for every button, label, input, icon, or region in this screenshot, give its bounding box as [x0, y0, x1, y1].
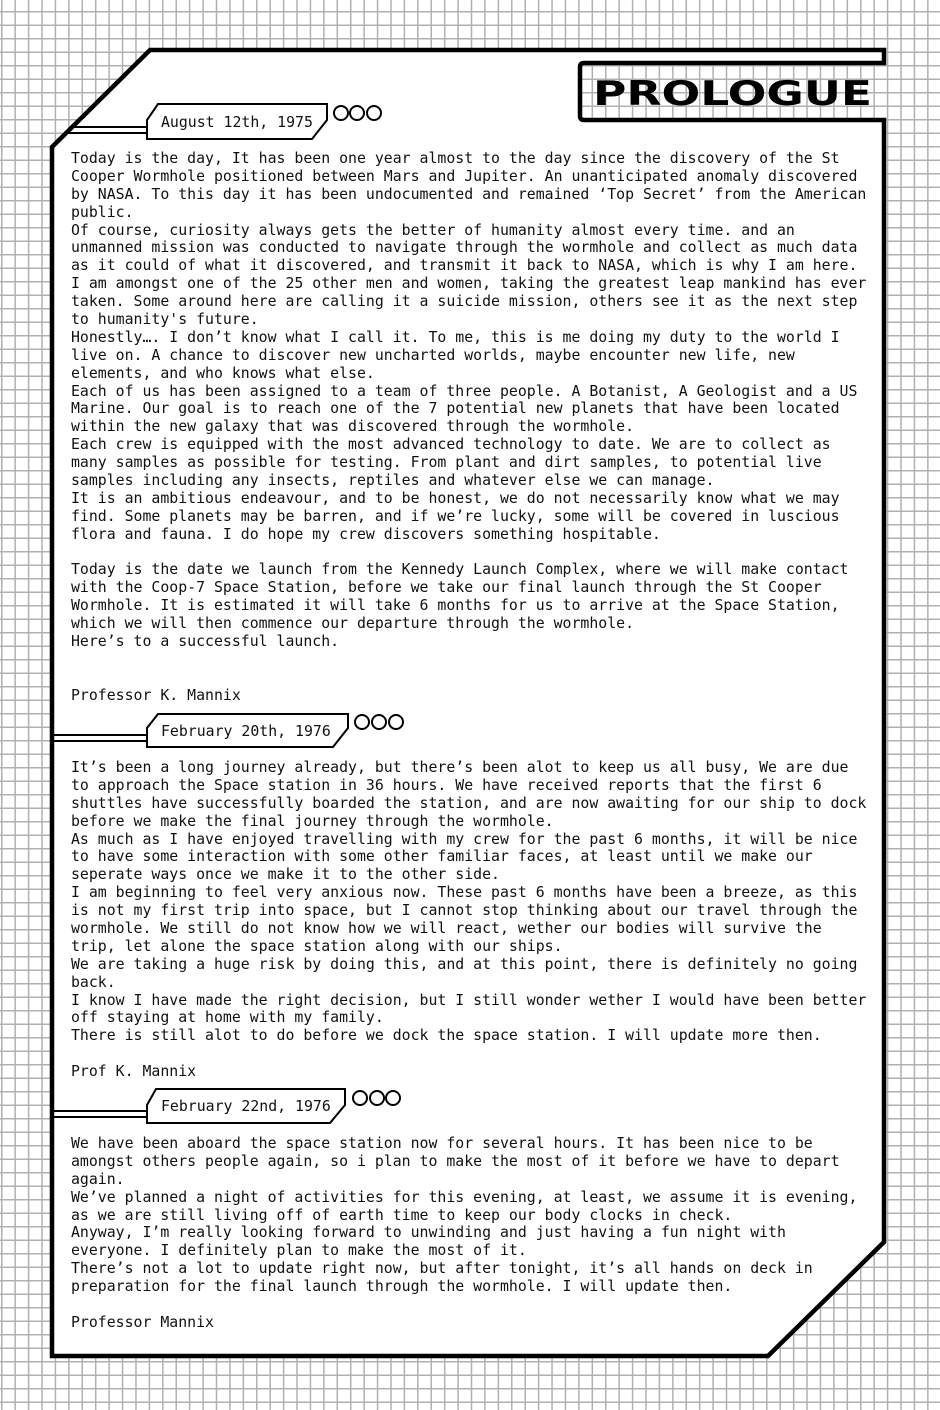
text-line: before we make the final journey through the wormhole. — [71, 811, 554, 830]
text-line: I am beginning to feel very anxious now. These past 6 months have been a breeze, as this — [71, 883, 858, 902]
text-line: It is an ambitious endeavour, and to be honest, we do not necessarily know what we may — [71, 488, 840, 507]
text-line — [71, 669, 881, 687]
text-line: unmanned mission was conducted to navigate through the wormhole and collect as much data — [71, 238, 858, 257]
text-line: to approach the Space station in 36 hours. We have received reports that the first 6 — [71, 775, 822, 794]
journal-entry — [71, 759, 881, 1081]
entry-signature: Professor Mannix — [71, 1312, 214, 1331]
text-line: Marine. Our goal is to reach one of the 7 potential new planets that have been located — [71, 399, 840, 418]
entry-signature: Professor K. Mannix — [71, 685, 241, 704]
text-line: seperate ways once we make it to the other side. — [71, 865, 500, 884]
text-line: I know I have made the right decision, but I still wonder wether I would have been better — [71, 990, 867, 1009]
text-line: shuttles have successfully boarded the station, and are now awaiting for our ship to dock — [71, 793, 867, 812]
journal-entry — [71, 1135, 881, 1332]
text-line: within the new galaxy that was discovered through the wormhole. — [71, 417, 635, 436]
text-line: Cooper Wormhole positioned between Mars and Jupiter. An unanticipated anomaly discovered — [71, 166, 858, 185]
text-line: I am amongst one of the 25 other men and women, taking the greatest leap mankind has ever — [71, 274, 867, 293]
text-line: with the Coop-7 Space Station, before we take our final launch through the St Cooper — [71, 578, 822, 597]
text-line: live on. A chance to discover new uncharted worlds, maybe encounter new life, new — [71, 345, 795, 364]
text-line: Each of us has been assigned to a team of three people. A Botanist, A Geologist and a US — [71, 381, 858, 400]
text-line: find. Some planets may be barren, and if we’re lucky, some will be covered in luscious — [71, 506, 840, 525]
text-line: It’s been a long journey already, but there’s been alot to keep us all busy, We are due — [71, 758, 849, 776]
text-line: everyone. I definitely plan to make the most of it. — [71, 1241, 527, 1260]
text-line: to humanity's future. — [71, 310, 259, 329]
text-line: We’ve planned a night of activities for this evening, at least, we assume it is evening, — [71, 1187, 858, 1206]
text-line: Of course, curiosity always gets the better of humanity almost every time. and an — [71, 220, 795, 239]
text-line: taken. Some around here are calling it a suicide mission, others see it as the next step — [71, 292, 858, 311]
text-line: flora and fauna. I do hope my crew discovers something hospitable. — [71, 524, 661, 543]
entry-date: August 12th, 1975 — [161, 113, 313, 131]
text-line: We have been aboard the space station now for several hours. It has been nice to be — [71, 1134, 813, 1152]
text-line: elements, and who knows what else. — [71, 363, 375, 382]
text-line: is not my first trip into space, but I cannot stop thinking about our travel through the — [71, 901, 858, 920]
text-line: As much as I have enjoyed travelling with my crew for the past 6 months, it will be nice — [71, 829, 858, 848]
entry-date: February 20th, 1976 — [161, 722, 331, 740]
text-line: Wormhole. It is estimated it will take 6 months for us to arrive at the Space Station, — [71, 596, 840, 615]
text-line: amongst others people again, so i plan to make the most of it before we have to depart — [71, 1151, 840, 1170]
text-line: by NASA. To this day it has been undocumented and remained ‘Top Secret’ from the American — [71, 184, 867, 203]
text-line: public. — [71, 202, 134, 221]
text-line: which we will then commence our departure through the wormhole. — [71, 614, 635, 633]
text-line: Here’s to a successful launch. — [71, 632, 340, 651]
text-line: preparation for the final launch through the wormhole. I will update then. — [71, 1277, 733, 1296]
text-line: back. — [71, 972, 116, 991]
text-line — [71, 1296, 881, 1314]
text-line: as we are still living off of earth time to keep our body clocks in check. — [71, 1205, 733, 1224]
journal-entry — [71, 150, 881, 705]
text-line: samples including any insects, reptiles and whatever else we can manage. — [71, 471, 715, 490]
text-line: off staying at home with my family. — [71, 1008, 384, 1027]
text-line: Each crew is equipped with the most advanced technology to date. We are to collect as — [71, 435, 831, 454]
text-line — [71, 544, 881, 562]
text-line: as it could of what it discovered, and transmit it back to NASA, which is why I am here. — [71, 256, 858, 275]
text-line: again. — [71, 1169, 125, 1188]
entry-date: February 22nd, 1976 — [161, 1097, 331, 1115]
text-line: Anyway, I’m really looking forward to unwinding and just having a fun night with — [71, 1223, 786, 1242]
entry-signature: Prof K. Mannix — [71, 1062, 197, 1081]
text-line — [71, 651, 881, 669]
text-line: many samples as possible for testing. From plant and dirt samples, to potential live — [71, 453, 822, 472]
text-line: Honestly…. I don’t know what I call it. To me, this is me doing my duty to the world I — [71, 327, 840, 346]
text-line: There’s not a lot to update right now, but after tonight, it’s all hands on deck in — [71, 1259, 813, 1278]
text-line: wormhole. We still do not know how we will react, wether our bodies will survive the — [71, 919, 822, 938]
text-line: Today is the date we launch from the Kennedy Launch Complex, where we will make contact — [71, 560, 849, 579]
text-line: Today is the day, It has been one year almost to the day since the discovery of the St — [71, 149, 840, 167]
text-line — [71, 1045, 881, 1063]
text-line: We are taking a huge risk by doing this, and at this point, there is definitely no going — [71, 954, 858, 973]
text-line: There is still alot to do before we dock the space station. I will update more then. — [71, 1026, 822, 1045]
text-line: trip, let alone the space station along with our ships. — [71, 936, 563, 955]
text-line: to have some interaction with some other familiar faces, at least until we make our — [71, 847, 813, 866]
page-title: PROLOGUE — [593, 74, 872, 114]
